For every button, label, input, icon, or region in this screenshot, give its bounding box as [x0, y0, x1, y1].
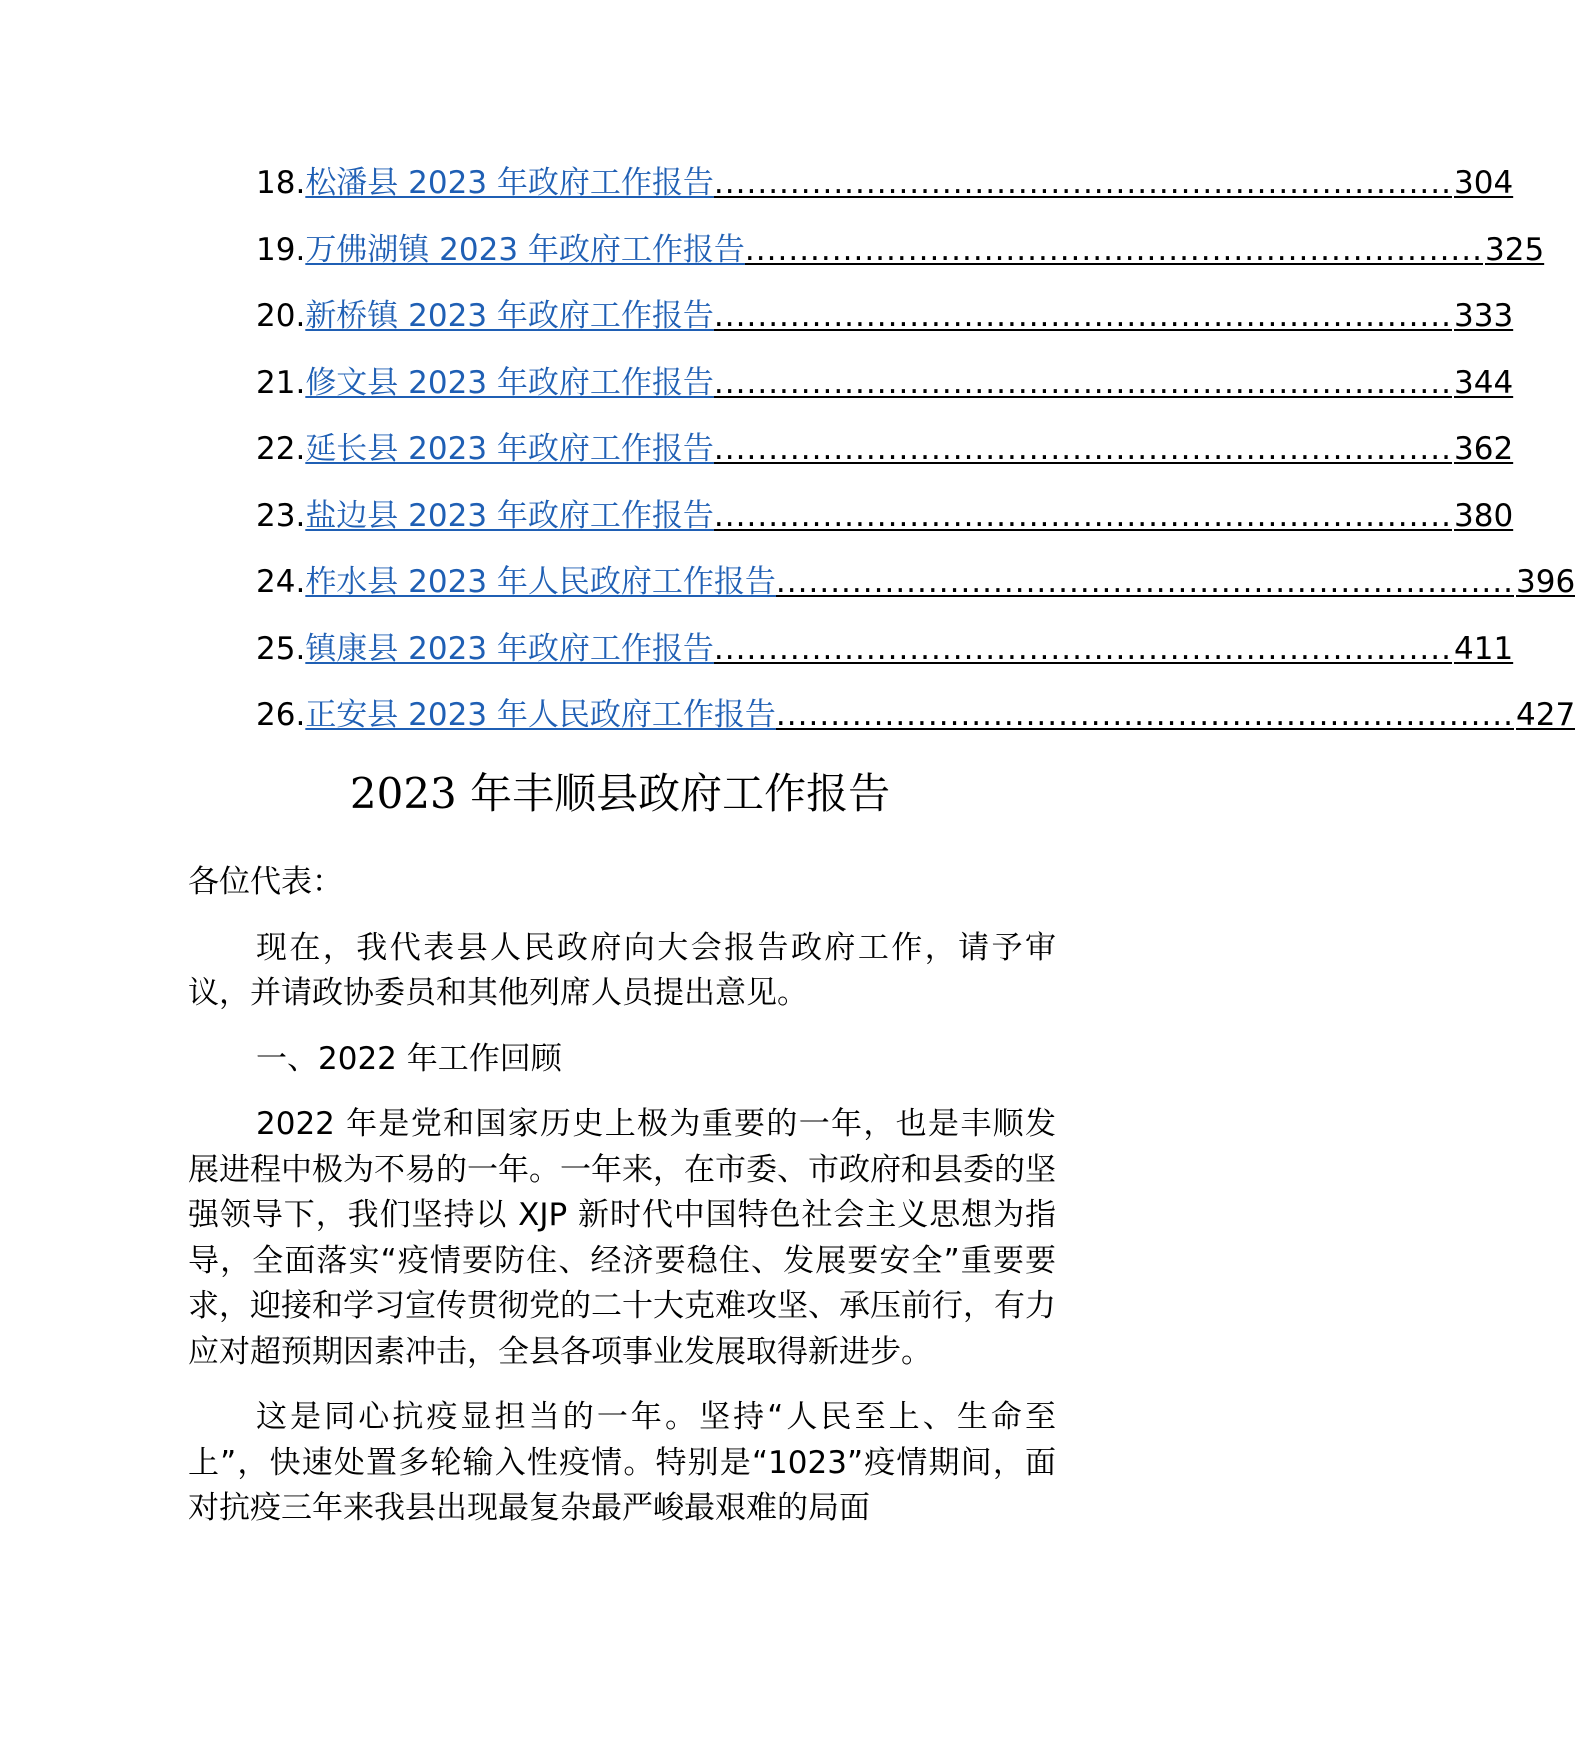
toc-leader: ....................................................................: [713, 497, 1452, 534]
toc-link[interactable]: 修文县 2023 年政府工作报告: [305, 364, 714, 401]
toc-page-number: 333: [1454, 298, 1514, 334]
toc-number: 23.: [256, 497, 306, 534]
toc-number: 24.: [256, 564, 306, 600]
toc-page-number: 380: [1454, 497, 1514, 534]
body-paragraph: 2022 年是党和国家历史上极为重要的一年，也是丰顺发展进程中极为不易的一年。一年来，在市委、市政府和县委的坚强领导下，我们坚持以 XJP 新时代中国特色社会主义思想为指导，全面落实“疫情要防住、经济要稳住、发展要安全”重要要求，迎接和学习宣传贯彻党的二十大克难攻坚、承压前行，有力应对超预期因素冲击，全县各项事业发展取得新进步。: [188, 1106, 1056, 1370]
toc-page-number: 396: [1516, 564, 1575, 600]
toc-entry[interactable]: [256, 616, 1514, 683]
document-body: [188, 860, 1056, 1552]
toc-entry[interactable]: [256, 350, 1514, 417]
toc-leader: ....................................................................: [775, 697, 1514, 733]
toc-leader: ....................................................................: [744, 231, 1483, 268]
toc-number: 25.: [256, 630, 306, 667]
table-of-contents: [256, 150, 1575, 749]
toc-number: 21.: [256, 364, 306, 401]
toc-entry[interactable]: [256, 150, 1514, 217]
toc-page-number: 325: [1485, 231, 1545, 268]
toc-entry[interactable]: [256, 549, 1575, 616]
toc-leader: ....................................................................: [713, 364, 1452, 401]
toc-page-number: 411: [1454, 630, 1514, 667]
toc-entry[interactable]: [256, 682, 1575, 749]
toc-page-number: 427: [1516, 697, 1575, 733]
toc-number: 26.: [256, 697, 306, 733]
toc-entry[interactable]: [256, 217, 1545, 284]
toc-leader: ....................................................................: [713, 298, 1452, 334]
toc-number: 19.: [256, 231, 306, 268]
toc-number: 22.: [256, 431, 306, 467]
document-title: 2023 年丰顺县政府工作报告: [349, 769, 891, 818]
toc-number: 20.: [256, 298, 306, 334]
toc-link[interactable]: 万佛湖镇 2023 年政府工作报告: [305, 231, 745, 268]
salutation: 各位代表：: [188, 864, 343, 900]
toc-leader: ....................................................................: [775, 564, 1514, 600]
body-paragraph: 现在，我代表县人民政府向大会报告政府工作，请予审议，并请政协委员和其他列席人员提出意见。: [188, 929, 1056, 1011]
toc-entry[interactable]: [256, 483, 1514, 550]
toc-link[interactable]: 柞水县 2023 年人民政府工作报告: [305, 564, 776, 600]
toc-link[interactable]: 延长县 2023 年政府工作报告: [305, 431, 714, 467]
toc-page-number: 344: [1454, 364, 1514, 401]
toc-page-number: 304: [1454, 165, 1514, 201]
toc-number: 18.: [256, 165, 306, 201]
toc-link[interactable]: 新桥镇 2023 年政府工作报告: [305, 298, 714, 334]
toc-leader: ....................................................................: [713, 165, 1452, 201]
toc-link[interactable]: 松潘县 2023 年政府工作报告: [305, 165, 714, 201]
toc-page-number: 362: [1454, 431, 1514, 467]
toc-link[interactable]: 镇康县 2023 年政府工作报告: [305, 630, 714, 667]
toc-entry[interactable]: [256, 416, 1514, 483]
toc-leader: ....................................................................: [713, 630, 1452, 667]
section-heading: 一、2022 年工作回顾: [256, 1040, 562, 1077]
body-paragraph: 这是同心抗疫显担当的一年。坚持“人民至上、生命至上”，快速处置多轮输入性疫情。特别是“1023”疫情期间，面对抗疫三年来我县出现最复杂最严峻最艰难的局面: [188, 1399, 1056, 1526]
toc-link[interactable]: 盐边县 2023 年政府工作报告: [305, 497, 714, 534]
toc-link[interactable]: 正安县 2023 年人民政府工作报告: [305, 697, 776, 733]
toc-entry[interactable]: [256, 283, 1514, 350]
toc-leader: ....................................................................: [713, 431, 1452, 467]
